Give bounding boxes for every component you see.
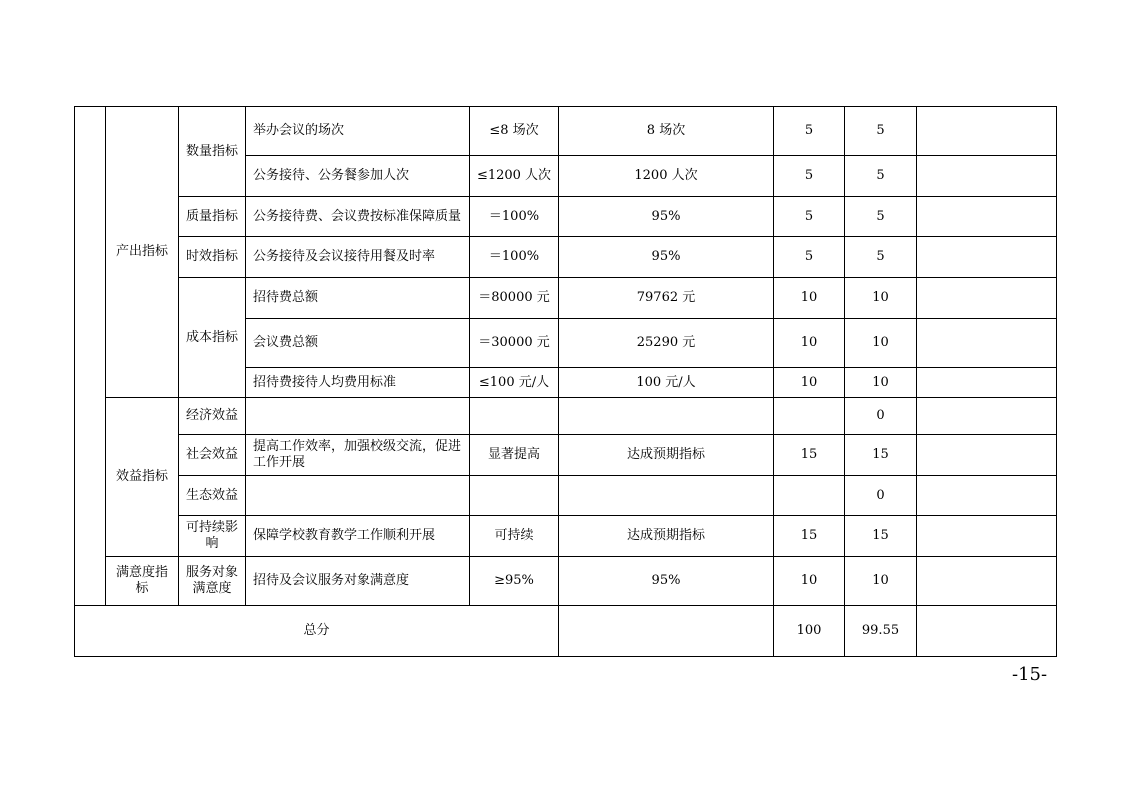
note-cell xyxy=(917,516,1057,557)
total-weight-cell: 100 xyxy=(774,606,845,657)
weight-cell: 10 xyxy=(774,368,845,398)
target-cell: ≤8 场次 xyxy=(470,107,559,156)
score-cell: 0 xyxy=(845,398,917,435)
target-cell: ≤100 元/人 xyxy=(470,368,559,398)
category-satisfaction: 满意度指标 xyxy=(106,557,179,606)
target-cell: ≤1200 人次 xyxy=(470,156,559,197)
total-score-cell: 99.55 xyxy=(845,606,917,657)
target-cell xyxy=(470,398,559,435)
subcategory-sustainable: 可持续影响 xyxy=(179,516,246,557)
actual-cell: 95% xyxy=(559,237,774,278)
total-label: 总分 xyxy=(75,606,559,657)
weight-cell: 10 xyxy=(774,557,845,606)
subcategory-social: 社会效益 xyxy=(179,435,246,476)
weight-cell: 15 xyxy=(774,516,845,557)
indicator-cell: 公务接待、公务餐参加人次 xyxy=(246,156,470,197)
weight-cell: 5 xyxy=(774,107,845,156)
score-cell: 10 xyxy=(845,368,917,398)
note-cell xyxy=(917,278,1057,319)
page-number: -15- xyxy=(1012,664,1048,685)
category-output: 产出指标 xyxy=(106,107,179,398)
actual-cell: 达成预期指标 xyxy=(559,435,774,476)
actual-cell: 1200 人次 xyxy=(559,156,774,197)
score-cell: 5 xyxy=(845,107,917,156)
total-note-cell xyxy=(917,606,1057,657)
subcategory-quantity: 数量指标 xyxy=(179,107,246,197)
indicator-cell xyxy=(246,476,470,516)
target-cell xyxy=(470,476,559,516)
weight-cell: 5 xyxy=(774,156,845,197)
score-cell: 15 xyxy=(845,435,917,476)
actual-cell: 8 场次 xyxy=(559,107,774,156)
actual-cell xyxy=(559,476,774,516)
performance-table xyxy=(74,106,1057,657)
note-cell xyxy=(917,319,1057,368)
table-row xyxy=(75,107,1057,156)
weight-cell: 5 xyxy=(774,197,845,237)
indicator-cell: 招待费接待人均费用标准 xyxy=(246,368,470,398)
actual-cell: 100 元/人 xyxy=(559,368,774,398)
subcategory-economic: 经济效益 xyxy=(179,398,246,435)
indicator-cell: 招待及会议服务对象满意度 xyxy=(246,557,470,606)
indicator-cell: 公务接待及会议接待用餐及时率 xyxy=(246,237,470,278)
actual-cell: 95% xyxy=(559,557,774,606)
weight-cell: 5 xyxy=(774,237,845,278)
indicator-cell xyxy=(246,398,470,435)
table-row xyxy=(75,435,1057,476)
table-row xyxy=(75,398,1057,435)
table-row xyxy=(75,516,1057,557)
target-cell: 可持续 xyxy=(470,516,559,557)
note-cell xyxy=(917,107,1057,156)
indicator-cell: 会议费总额 xyxy=(246,319,470,368)
indicator-cell: 公务接待费、会议费按标准保障质量 xyxy=(246,197,470,237)
actual-cell xyxy=(559,398,774,435)
subcategory-timeliness: 时效指标 xyxy=(179,237,246,278)
note-cell xyxy=(917,237,1057,278)
note-cell xyxy=(917,368,1057,398)
note-cell xyxy=(917,476,1057,516)
weight-cell: 10 xyxy=(774,278,845,319)
indicator-cell: 提高工作效率，加强校级交流，促进工作开展 xyxy=(246,435,470,476)
target-cell: 显著提高 xyxy=(470,435,559,476)
table-row xyxy=(75,197,1057,237)
total-row xyxy=(75,606,1057,657)
note-cell xyxy=(917,435,1057,476)
first-level-indicator-cell xyxy=(75,107,106,606)
note-cell xyxy=(917,197,1057,237)
target-cell: ＝100% xyxy=(470,197,559,237)
actual-cell: 达成预期指标 xyxy=(559,516,774,557)
target-cell: ＝30000 元 xyxy=(470,319,559,368)
target-cell: ＝100% xyxy=(470,237,559,278)
indicator-cell: 招待费总额 xyxy=(246,278,470,319)
weight-cell: 15 xyxy=(774,435,845,476)
weight-cell xyxy=(774,398,845,435)
score-cell: 0 xyxy=(845,476,917,516)
actual-cell: 25290 元 xyxy=(559,319,774,368)
target-cell: ＝80000 元 xyxy=(470,278,559,319)
weight-cell: 10 xyxy=(774,319,845,368)
subcategory-cost: 成本指标 xyxy=(179,278,246,398)
score-cell: 10 xyxy=(845,557,917,606)
note-cell xyxy=(917,156,1057,197)
table-row xyxy=(75,476,1057,516)
score-cell: 5 xyxy=(845,237,917,278)
subcategory-quality: 质量指标 xyxy=(179,197,246,237)
actual-cell: 79762 元 xyxy=(559,278,774,319)
target-cell: ≥95% xyxy=(470,557,559,606)
score-cell: 10 xyxy=(845,319,917,368)
actual-cell: 95% xyxy=(559,197,774,237)
score-cell: 5 xyxy=(845,197,917,237)
score-cell: 10 xyxy=(845,278,917,319)
note-cell xyxy=(917,557,1057,606)
subcategory-service: 服务对象满意度 xyxy=(179,557,246,606)
table-row xyxy=(75,278,1057,319)
table-row xyxy=(75,557,1057,606)
score-cell: 15 xyxy=(845,516,917,557)
subcategory-ecological: 生态效益 xyxy=(179,476,246,516)
category-benefit: 效益指标 xyxy=(106,398,179,557)
indicator-cell: 举办会议的场次 xyxy=(246,107,470,156)
score-cell: 5 xyxy=(845,156,917,197)
indicator-cell: 保障学校教育教学工作顺利开展 xyxy=(246,516,470,557)
table-row xyxy=(75,237,1057,278)
total-actual-cell xyxy=(559,606,774,657)
weight-cell xyxy=(774,476,845,516)
note-cell xyxy=(917,398,1057,435)
